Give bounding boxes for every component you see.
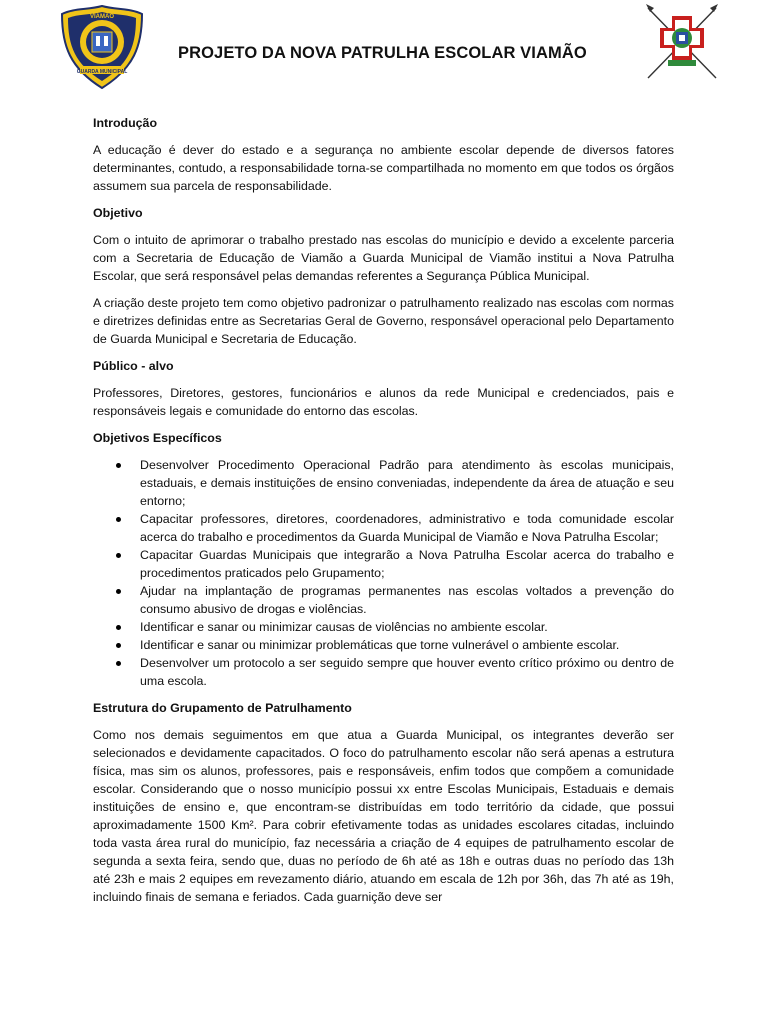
guarda-municipal-badge-icon <box>60 4 144 90</box>
viamao-coat-of-arms-icon <box>642 2 722 82</box>
heading-objetivo: Objetivo <box>93 206 143 220</box>
heading-publico-alvo: Público - alvo <box>93 359 174 373</box>
list-item: Identificar e sanar ou minimizar causas de violências no ambiente escolar. <box>140 618 674 636</box>
paragraph-publico-alvo: Professores, Diretores, gestores, funcionários e alunos da rede Municipal e credenciados, pais e responsáveis legais e comunidade do entorno das escolas. <box>93 386 674 418</box>
list-item: Capacitar professores, diretores, coordenadores, administrativo e toda comunidade escolar acerca do trabalho e procedimentos da Guarda Municipal de Viamão e Nova Patrulha Escolar; <box>140 512 674 544</box>
badge-bottom-text: GUARDA MUNICIPAL <box>76 69 128 75</box>
paragraph-estrutura: Como nos demais seguimentos em que atua a Guarda Municipal, os integrantes deverão ser selecionados e devidamente capacitados. O foco do patrulhamento escolar não será apenas a estrutura física, mas sim os alunos, professores, pais e responsáveis, enfim todos que compõem a comunidade escolar. Considerando que o nosso município possui xx entre Escolas Municipais, Estaduais e demais instituições de ensino e, que encontram-se distribuídas em todo território da cidade, que possui aproximadamente 1500 Km². Para cobrir efetivamente todas as unidades escolares citadas, incluindo toda vasta área rural do município, faz necessária a criação de 4 equipes de patrulhamento escolar de segunda a sexta feira, sendo que, duas no período de 6h até as 18h e outras duas no período das 13h até 23h e mais 2 equipes em revezamento diário, atuando em escala de 12h por 36h, das 7h até as 19h, incluindo finais de semana e feriados. Cada guarnição deve ser <box>93 728 674 904</box>
document-title: PROJETO DA NOVA PATRULHA ESCOLAR VIAMÃO <box>178 44 587 62</box>
list-item: Capacitar Guardas Municipais que integrarão a Nova Patrulha Escolar acerca do trabalho e procedimentos praticados pelo Grupamento; <box>140 548 674 580</box>
document-body <box>93 114 674 915</box>
heading-estrutura: Estrutura do Grupamento de Patrulhamento <box>93 701 352 715</box>
heading-objetivos-especificos: Objetivos Específicos <box>93 431 222 445</box>
list-item: Desenvolver Procedimento Operacional Padrão para atendimento às escolas municipais, estaduais, e demais instituições de ensino conveniadas, independente da área de atuação e seu entorno; <box>140 458 674 508</box>
badge-top-text: VIAMÃO <box>90 14 114 20</box>
list-objetivos-especificos <box>93 456 674 690</box>
paragraph-introducao: A educação é dever do estado e a segurança no ambiente escolar depende de diversos fatores determinantes, contudo, a responsabilidade torna-se compartilhada no momento em que todos os órgãos assumem sua parcela de responsabilidade. <box>93 143 674 193</box>
list-item: Ajudar na implantação de programas permanentes nas escolas voltados a prevenção do consumo abusivo de drogas e violências. <box>140 584 674 616</box>
list-item: Identificar e sanar ou minimizar problemáticas que torne vulnerável o ambiente escolar. <box>140 636 674 654</box>
paragraph-objetivo-1: Com o intuito de aprimorar o trabalho prestado nas escolas do município e devido a excelente parceria com a Secretaria de Educação de Viamão a Guarda Municipal de Viamão institui a Nova Patrulha Escolar, que será responsável pelas demandas referentes a Segurança Pública Municipal. <box>93 233 674 283</box>
paragraph-objetivo-2: A criação deste projeto tem como objetivo padronizar o patrulhamento realizado nas escolas com normas e diretrizes definidas entre as Secretarias Geral de Governo, responsável operacional pelo Departamento de Guarda Municipal e Secretaria de Educação. <box>93 296 674 346</box>
heading-introducao: Introdução <box>93 116 158 130</box>
list-item: Desenvolver um protocolo a ser seguido sempre que houver evento crítico próximo ou dentro de uma escola. <box>140 656 674 688</box>
